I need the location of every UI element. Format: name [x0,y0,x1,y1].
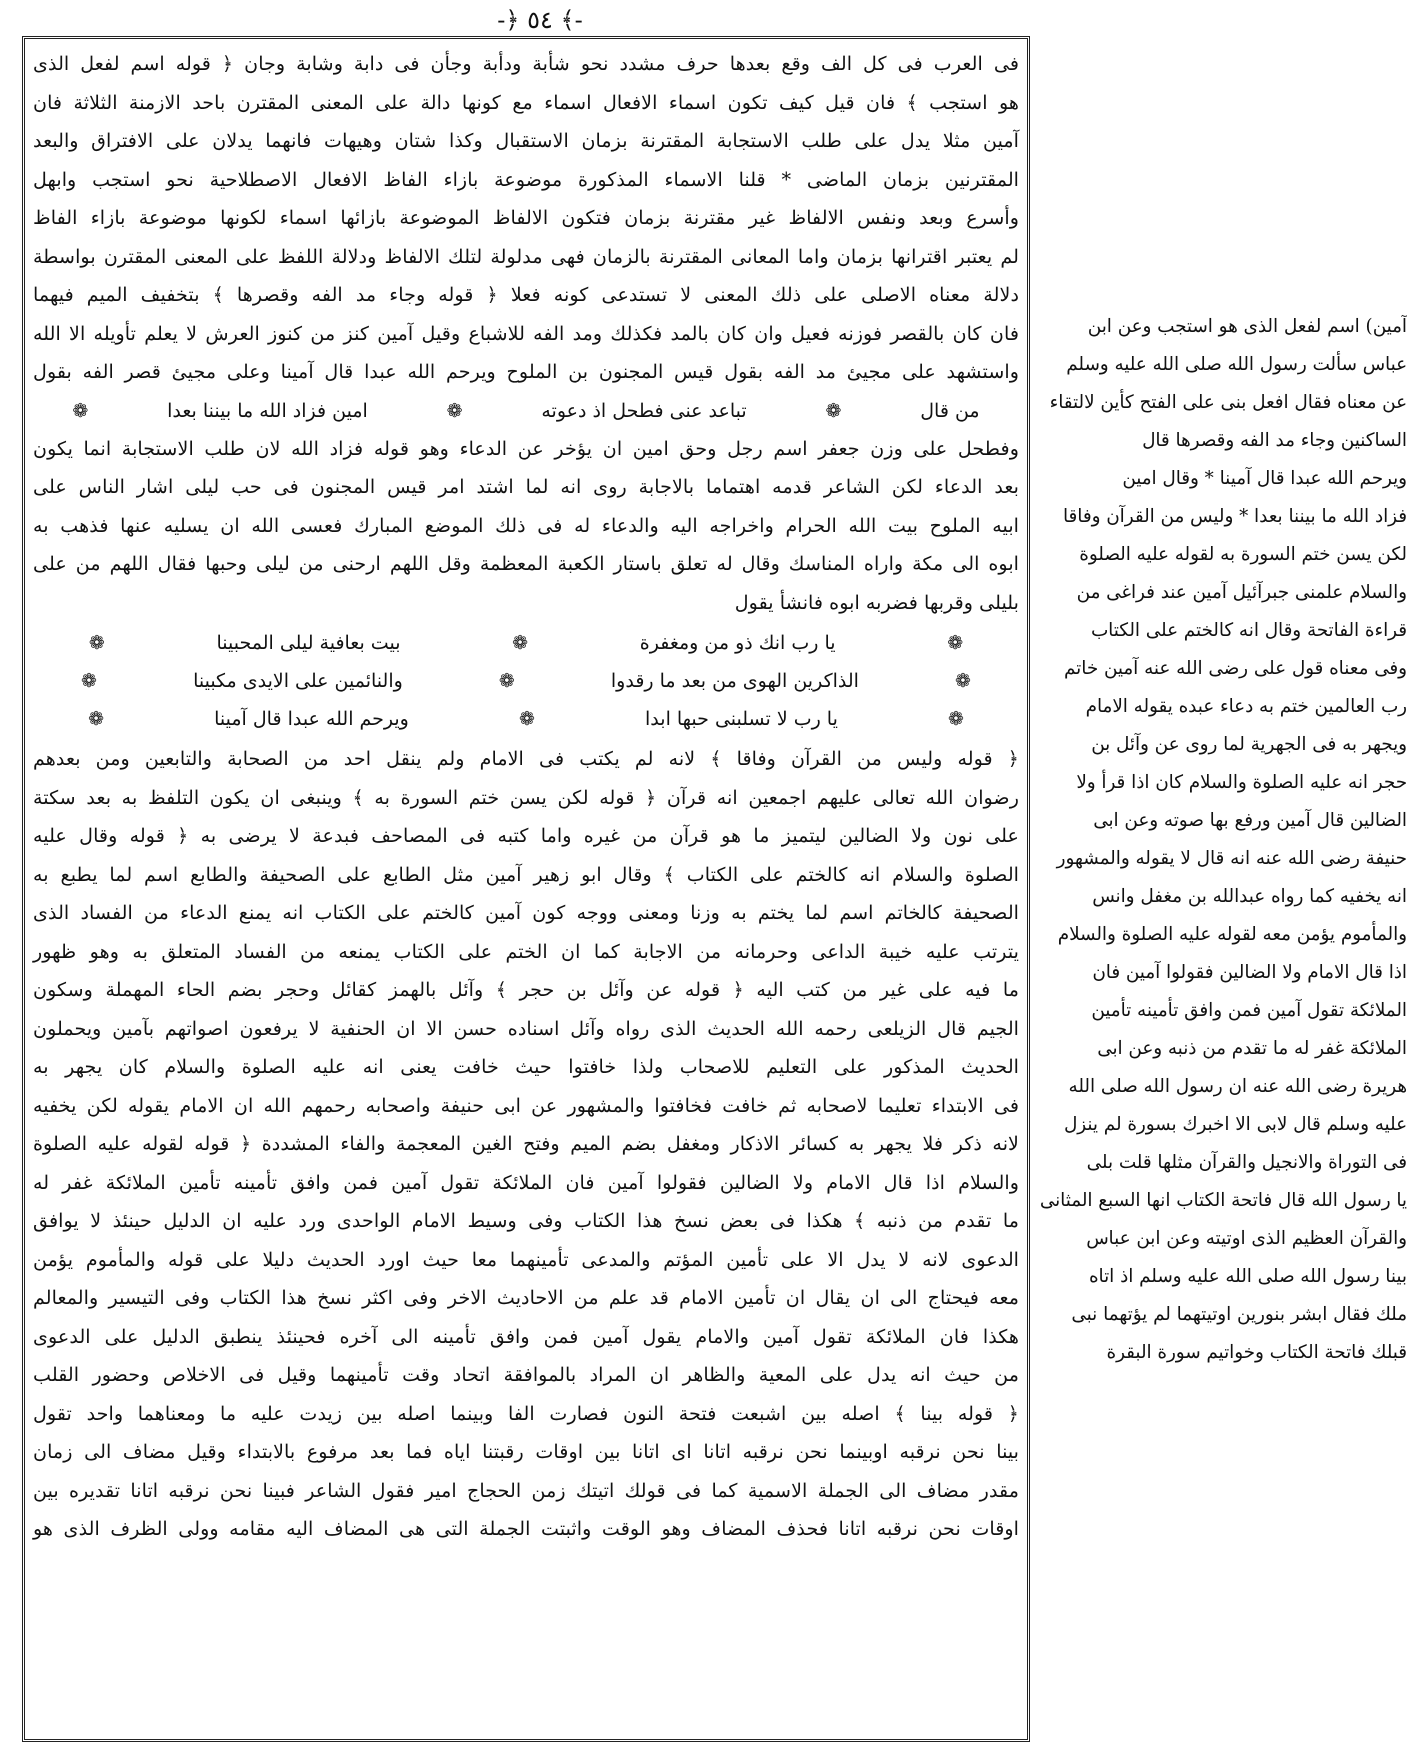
verse-star: ❁ [512,632,529,654]
verse-hemistich: ويرحم الله عبدا قال آمينا [214,708,409,730]
margin-line: حجر انه عليه الصلوة والسلام كان اذا قرأ ولا [1076,772,1407,793]
margin-text-column [1039,308,1407,1363]
text-line: بينا نحن نرقبه اوبينما نحن نرقبه اتانا اى اتانا بين اوقات رقبتنا اياه فما بعد مرفوع بالابتداء وقيل مضاف الى زمان [33,1440,1019,1463]
text-line: رضوان الله تعالى عليهم اجمعين انه قرآن ﴿ قوله لكن يسن ختم السورة به ﴾ وينبغى ان يكون التلفظ به بعد سكتة [33,785,1019,809]
margin-line: الساكنين وجاء مد الفه وقصرها قال [1142,430,1407,451]
commentary-block-2 [33,430,1019,623]
verse-star: ❁ [947,632,964,654]
margin-line: هريرة رضى الله عنه ان رسول الله صلى الله [1068,1076,1407,1097]
margin-line: والقرآن العظيم الذى اوتيته وعن ابن عباس [1086,1228,1407,1249]
text-line: ﴿ قوله وليس من القرآن وفاقا ﴾ لانه لم يكتب فى الامام ولم ينقل احد من الصحابة والتابعين ومن بعدهم [33,747,1019,770]
main-text-frame [22,36,1030,1742]
verse-hemistich: بيت بعافية ليلى المحبينا [216,632,401,654]
commentary-block-1 [33,45,1019,392]
verse-line [33,624,1019,662]
verse-star: ❁ [72,399,89,422]
text-line: لم يعتبر اقترانها بزمان واما المعانى المقترنة بالزمان فهى مدلولة لتلك الالفاظ ودلالة اللفظ على المعنى المقترن بواسطة [33,244,1019,268]
verse-line [33,662,1019,700]
verse-star: ❁ [88,708,104,730]
text-line: من حيث انه يدل على المعية والظاهر ان المراد بالموافقة اتحاد وقت تأمينهما وقيل فى الاخلاص وحضور القلب [33,1363,1019,1386]
text-line: على نون ولا الضالين ليتميز ما هو قرآن من غيره واما كتبه فى المصاحف فبدعة لا يرضى به ﴿ قوله وقال عليه [33,824,1019,847]
text-line: وأسرع وبعد ونفس الالفاظ غير مقترنة بزمان فتكون الالفاظ الموضوعة بازائها اسماء لكونها موضوعة بازاء الفاظ [33,206,1019,229]
verse-star: ❁ [518,708,535,730]
text-line: الدعوى لانه لا يدل الا على تأمين المؤتم والمدعى تأمينهما معا حيث اورد الحديث دليلا على قوله والمأموم يؤمن [33,1247,1019,1271]
margin-line: ملك فقال ابشر بنورين اوتيتهما لم يؤتهما نبى [1071,1304,1407,1325]
margin-line: الملائكة غفر له ما تقدم من ذنبه وعن ابى [1097,1038,1407,1059]
text-line: الحديث المذكور على التعليم للاصحاب ولذا خافتوا حيث خافت يعنى انه عليه الصلوة والسلام كان يجهر به [33,1055,1019,1078]
margin-line: الضالين قال آمين ورفع بها صوته وعن ابى [1093,810,1407,831]
margin-line: عليه وسلم قال لابى الا اخبرك بسورة لم ينزل [1064,1114,1407,1135]
margin-line: ويرحم الله عبدا قال آمينا * وقال امين [1122,468,1407,489]
margin-line: والسلام علمنى جبرآئيل آمين عند فراغى من [1076,582,1407,603]
text-line: بعد الدعاء لكن الشاعر قدمه اهتماما بالاجابة روى انه لما اشتد امر قيس المجنون فى حب ليلى اشار الناس على [33,475,1019,498]
margin-line: عباس سألت رسول الله صلى الله عليه وسلم [1066,354,1407,375]
text-line: يترتب عليه خيبة الداعى وحرمانه من الاجابة كما ان الختم على الكتاب يمنعه من الفساد المتعلق به وهو ظهور [33,939,1019,963]
margin-line: لكن يسن ختم السورة به لقوله عليه الصلوة [1079,544,1407,565]
text-line: بليلى وقربها فضربه ابوه فانشأ يقول [734,590,1019,614]
margin-line: آمين) اسم لفعل الذى هو استجب وعن ابن [1087,316,1407,337]
margin-line: رب العالمين ختم به دعاء عبده يقوله الامام [1085,696,1407,717]
text-line: والسلام اذا قال الامام ولا الضالين فقولوا آمين فان الملائكة تقول آمين فمن وافق تأمينه تأمين الملائكة غفر له [33,1170,1019,1194]
text-line: المقترنين بزمان الماضى * قلنا الاسماء المذكورة موضوعة بازاء الفاظ الافعال الاصطلاحية نحو استجب وابهل [33,167,1019,191]
verse-star: ❁ [88,632,105,654]
text-line: وفطحل على وزن جعفر اسم رجل وحق امين ان يؤخر عن الدعاء وهو قوله فزاد الله لان طلب الاستجابة انما يكون [33,436,1019,460]
text-line: واستشهد على مجيئ مد الفه بقول قيس المجنون بن الملوح ويرحم الله عبدا قال آمينا وعلى مجيئ قصر الفه بقول [33,360,1019,383]
text-line: لانه ذكر فلا يجهر به كسائر الاذكار ومغفل بضم الميم وفتح الغين المعجمة والفاء المشددة ﴿ قوله لقوله عليه الصلوة [33,1132,1019,1155]
verse-hemistich: يا رب لا تسلبنى حبها ابدا [645,708,838,730]
text-line: معه فيحتاج الى ان يقال ان تأمين الامام قد علم من الاحاديث الاخر وفى اكثر نسخ هذا الكتاب وفى التيسير والمعالم [33,1286,1019,1309]
verse-line [33,700,1019,738]
verse-hemistich: الذاكرين الهوى من بعد ما رقدوا [610,670,859,692]
text-line: الصحيفة كالخاتم اسم لما يختم به وزنا ومعنى ووجه كون آمين كالختم على الكتاب انه يمنع الدعاء من الفساد الذى [33,901,1019,924]
text-line: ابوه الى مكة واراه المناسك وقال له تعلق باستار الكعبة المعظمة وقل اللهم ارحنى من ليلى وحبها فقال اللهم من على [33,552,1019,575]
text-line: آمين مثلا يدل على طلب الاستجابة المقترنة بزمان الاستقبال وكذا شتان وهيهات فانهما يدلان على الافتراق والبعد [33,129,1019,152]
text-line: فى الابتداء تعليما لاصحابه ثم خافت فخافتوا والمشهور عن ابى حنيفة واصحابه رحمهم الله ان الامام يقوله لكن يخفيه [33,1093,1019,1117]
text-line: ما فيه على غير من كتب اليه ﴿ قوله عن وآئل بن حجر ﴾ وآئل بالهمز كقائل وحجر بضم الحاء المهملة وسكون [33,978,1019,1001]
text-line: ﴿ قوله بينا ﴾ اصله بين اشبعت فتحة النون فصارت الفا وبينما اصله بين زيدت عليه ما ومعناهما واحد تقول [33,1401,1019,1425]
margin-line: قراءة الفاتحة وقال انه كالختم على الكتاب [1090,620,1407,641]
margin-line: والمأموم يؤمن معه لقوله عليه الصلوة والسلام [1057,924,1407,945]
margin-line: اذا قال الامام ولا الضالين فقولوا آمين فان [1092,962,1407,983]
verse-star: ❁ [955,670,971,692]
text-line: فى العرب فى كل الف وقع بعدها حرف مشدد نحو شأبة ودأبة وجأن فى دابة وشابة وجان ﴿ قوله اسم لفعل الذى [33,52,1019,75]
commentary-block-3 [33,740,1019,1549]
text-line: هكذا فان الملائكة تقول آمين والامام يقول آمين فمن وافق تأمينه الى آخره فحينئذ ينطبق الدليل على الدعوى [33,1324,1019,1348]
verse-star: ❁ [498,670,515,692]
verse-hemistich: تباعد عنى فطحل اذ دعوته [541,399,747,422]
text-line: ما تقدم من ذنبه ﴾ هكذا فى بعض نسخ هذا الكتاب وفى وسيط الامام الواحدى ورد عليه ان الدليل حينئذ لا يوافق [33,1209,1019,1232]
text-line: مقدر مضاف الى الجملة الاسمية كما فى قولك اتيتك زمن الحجاج امير فقول الشاعر فبينا نحن نرقبه اتانا تقديره بين [33,1478,1019,1502]
text-line: هو استجب ﴾ فان قيل كيف تكون اسماء الافعال اسماء مع كونها دالة على المعنى المقترن باحد الازمنة الثلاثة فان [33,90,1019,114]
verse-hemistich: يا رب انك ذو من ومغفرة [639,632,836,654]
margin-line: وفى معناه قول على رضى الله عنه آمين خاتم [1064,658,1407,679]
verse-hemistich: والنائمين على الايدى مكبينا [193,670,403,692]
margin-line: فى التوراة والانجيل والقرآن مثلها قلت بلى [1086,1152,1407,1173]
margin-line: بينا رسول الله صلى الله عليه وسلم اذ اتاه [1088,1266,1407,1287]
text-line: الصلوة والسلام انه كالختم على الكتاب ﴾ وقال ابو زهير آمين مثل الطابع على الصحيفة والطابع اسم لما يطبع به [33,862,1019,886]
page-number: -﴿ ٥٤ ﴾- [497,6,583,34]
margin-line: حنيفة رضى الله عنه انه قال لا يقوله والمشهور [1056,848,1407,869]
poem-block [33,624,1019,738]
verse-star: ❁ [825,399,842,422]
margin-line: الملائكة تقول آمين فمن وافق تأمينه تأمين [1091,1000,1407,1021]
margin-line: عن معناه فقال افعل بنى على الفتح كأين لالتقاء [1049,392,1407,413]
verse-star: ❁ [948,708,964,730]
verse-line [33,392,1019,430]
text-line: الجيم قال الزيلعى رحمه الله الحديث الذى رواه وآئل اسناده حسن الا ان الحنفية لا يرفعون اصواتهم بآمين ويحملون [33,1016,1019,1040]
text-line: دلالة معناه الاصلى على ذلك المعنى لا تستدعى كونه فعلا ﴿ قوله وجاء مد الفه وقصرها ﴾ بتخفيف الميم فيهما [33,283,1019,306]
verse-intro: من قال [920,399,980,422]
text-line: اوقات نحن نرقبه اتانا فحذف المضاف وهو الوقت واثبتت الجملة التى هى المضاف اليه مقامه وولى الظرف الذى هو [33,1517,1019,1540]
text-line: ابيه الملوح بيت الله الحرام واخراجه اليه والدعاء له فى ذلك الموضع المبارك فعسى الله ان يسليه عنها فذهب به [33,513,1019,537]
text-line: فان كان بالقصر فوزنه فعيل وان كان بالمد فكذلك ومد الفه للاشباع وقيل آمين كنز من كنوز العرش لا يعلم تأويله الا الله [33,321,1019,345]
margin-line: يا رسول الله قال فاتحة الكتاب انها السبع المثانى [1039,1190,1407,1211]
margin-line: ويجهر به فى الجهرية لما روى عن وآئل بن [1091,734,1407,755]
margin-line: انه يخفيه كما رواه عبدالله بن مغفل وانس [1092,886,1407,907]
margin-line: فزاد الله ما بيننا بعدا * وليس من القرآن وفاقا [1062,506,1407,527]
verse-star: ❁ [446,399,463,422]
verse-star: ❁ [81,670,97,692]
margin-line: قبلك فاتحة الكتاب وخواتيم سورة البقرة [1106,1342,1407,1363]
verse-hemistich: امين فزاد الله ما بيننا بعدا [167,399,368,422]
